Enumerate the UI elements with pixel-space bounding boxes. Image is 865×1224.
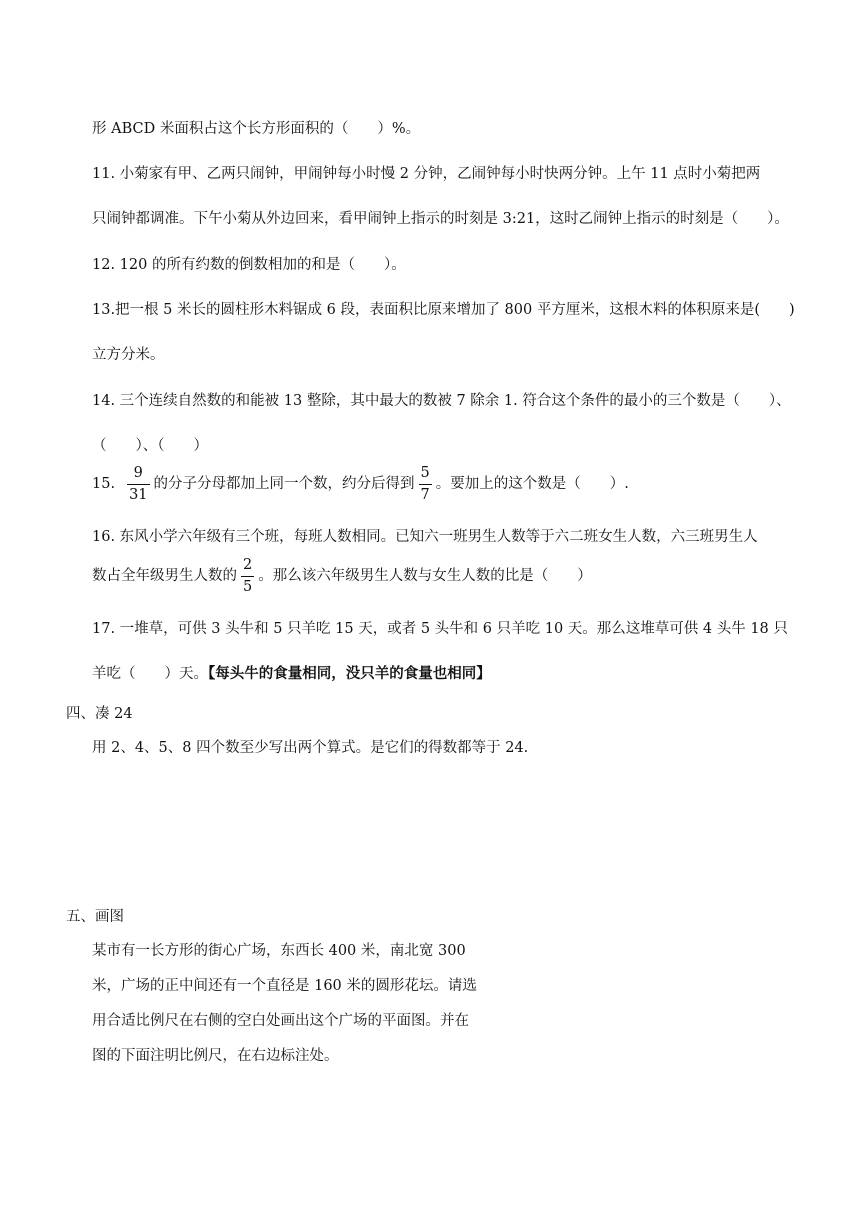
fraction-denominator: 5 (243, 578, 253, 595)
fraction-numerator: 5 (419, 466, 432, 485)
section-5-body-3: 用合适比例尺在右侧的空白处画出这个广场的平面图。并在 (92, 1013, 469, 1029)
section-5-body-4: 图的下面注明比例尺，在右边标注处。 (92, 1048, 339, 1064)
section-4-body: 用 2、4、5、8 四个数至少写出两个算式。是它们的得数都等于 24. (92, 740, 529, 756)
question-16-post: 。那么该六年级男生人数与女生人数的比是（ ） (258, 567, 592, 584)
question-15-middle: 的分子分母都加上同一个数，约分后得到 (153, 475, 415, 492)
fraction-5-7 (419, 466, 432, 502)
question-15-number: 15. (92, 475, 116, 492)
question-15-tail: 。要加上的这个数是（ ）. (435, 475, 629, 492)
fraction-9-31 (127, 466, 149, 502)
section-5-body-1: 某市有一长方形的街心广场，东西长 400 米，南北宽 300 (92, 943, 466, 959)
fraction-denominator: 31 (129, 486, 148, 503)
question-14-line2: （ ）、（ ） (92, 438, 208, 454)
question-17-line2 (92, 667, 491, 682)
question-14-line1: 14. 三个连续自然数的和能被 13 整除，其中最大的数被 7 除余 1. 符合这个条件的最小的三个数是（ ）、 (92, 393, 791, 409)
question-10-tail: 形 ABCD 米面积占这个长方形面积的（ ）%。 (92, 121, 421, 137)
section-4-title: 四、凑 24 (66, 706, 133, 722)
question-11-line1: 11. 小菊家有甲、乙两只闹钟，甲闹钟每小时慢 2 分钟，乙闹钟每小时快两分钟。上午 11 点时小菊把两 (92, 166, 761, 182)
question-13-line2: 立方分米。 (92, 347, 165, 363)
fraction-numerator: 2 (241, 558, 254, 577)
section-5-body-2: 米，广场的正中间还有一个直径是 160 米的圆形花坛。请选 (92, 978, 477, 994)
question-16-pre: 数占全年级男生人数的 (92, 567, 237, 584)
question-11-line2: 只闹钟都调准。下午小菊从外边回来，看甲闹钟上指示的时刻是 3:21，这时乙闹钟上指示的时刻是（ ）。 (92, 211, 789, 227)
question-17-line1: 17. 一堆草，可供 3 头牛和 5 只羊吃 15 天，或者 5 头牛和 6 只羊吃 10 天。那么这堆草可供 4 头牛 18 只 (92, 621, 788, 637)
question-17-note: 【每头牛的食量相同，没只羊的食量也相同】 (208, 665, 491, 682)
question-17-pre: 羊吃（ ）天。 (92, 666, 208, 682)
fraction-denominator: 7 (420, 486, 430, 503)
section-5-title: 五、画图 (66, 909, 124, 925)
question-16-line2 (92, 558, 592, 594)
question-15 (92, 466, 629, 502)
question-12: 12. 120 的所有约数的倒数相加的和是（ ）。 (92, 257, 406, 273)
question-13-line1: 13.把一根 5 米长的圆柱形木料锯成 6 段，表面积比原来增加了 800 平方厘米，这根木料的体积原来是( ) (92, 302, 795, 318)
fraction-numerator: 9 (127, 466, 149, 485)
question-16-line1: 16. 东风小学六年级有三个班，每班人数相同。已知六一班男生人数等于六二班女生人数，六三班男生人 (92, 529, 758, 545)
fraction-2-5 (241, 558, 254, 594)
